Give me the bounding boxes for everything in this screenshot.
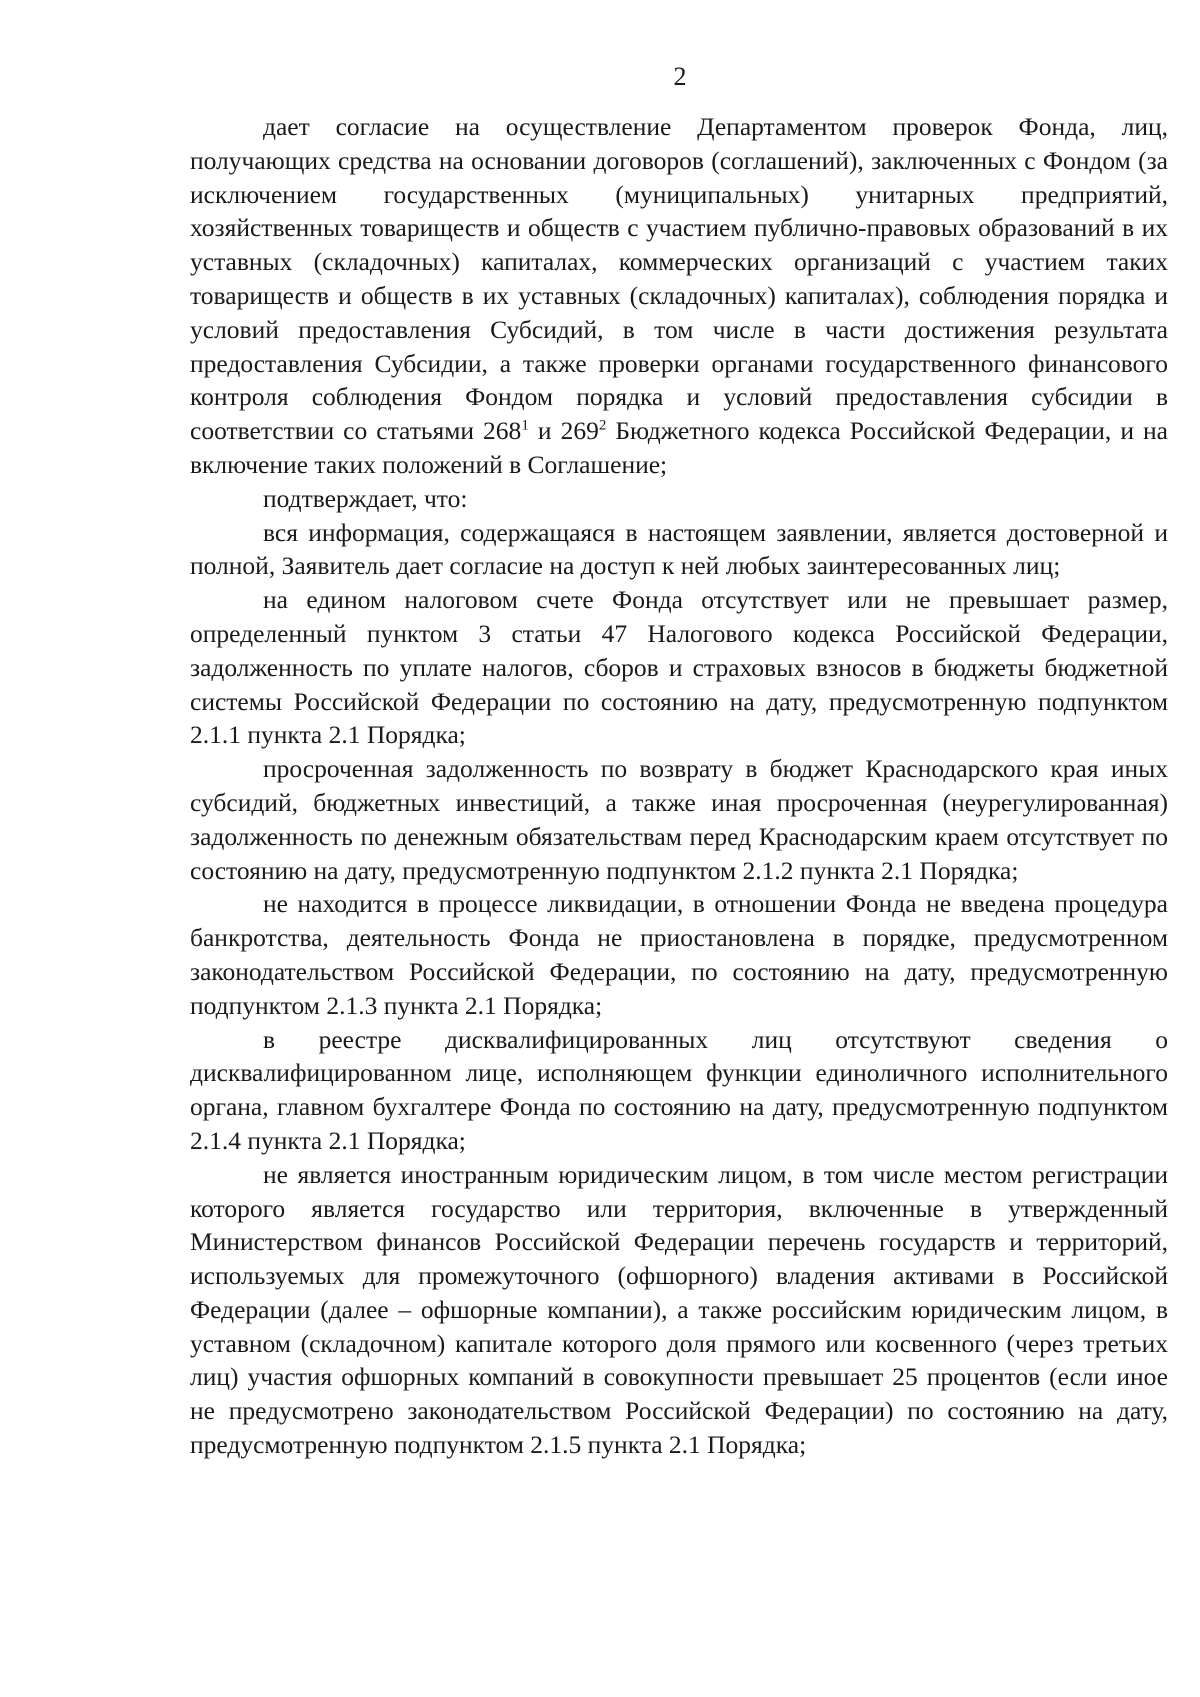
text-segment: на едином налоговом счете Фонда отсутствует или не превышает размер, определенный пунктом 3 статьи 47 Налогового кодекса Российской Федерации, задолженность по уплате налогов, сборов и страховых взносов в бюджеты бюджетной системы Российской Федерации по состоянию на дату, предусмотренную подпунктом 2.1.1 пункта 2.1 Порядка; (190, 585, 1168, 750)
paragraph-not-liquidated (190, 887, 1168, 1022)
text-segment: и 269 (528, 416, 599, 446)
text-segment: не находится в процессе ликвидации, в отношении Фонда не введена процедура банкротства, деятельность Фонда не приостановлена в порядке, предусмотренном законодательством Российской Федерации, по состоянию на дату, предусмотренную подпунктом 2.1.3 пункта 2.1 Порядка; (190, 889, 1168, 1020)
text-segment: просроченная задолженность по возврату в бюджет Краснодарского края иных субсидий, бюджетных инвестиций, а также иная просроченная (неурегулированная) задолженность по денежным обязательствам перед Краснодарским краем отсутствует по состоянию на дату, предусмотренную подпунктом 2.1.2 пункта 2.1 Порядка; (190, 754, 1168, 885)
paragraph-consent-to-inspections (190, 110, 1168, 482)
page-number: 2 (673, 62, 687, 91)
article-superscript: 2 (598, 417, 607, 434)
text-segment: Бюджетного кодекса Российской Федерации, и на включение таких положений в Соглашение; (190, 416, 1168, 479)
paragraph-disqualified-persons (190, 1023, 1168, 1158)
text-segment: вся информация, содержащаяся в настоящем заявлении, является достоверной и полной, Заявитель дает согласие на доступ к ней любых заинтересованных лиц; (190, 517, 1168, 581)
paragraph-tax-account (190, 583, 1168, 752)
text-segment: дает согласие на осуществление Департаментом проверок Фонда, лиц, получающих средства на основании договоров (соглашений), заключенных с Фондом (за исключением государственных (муниципальных) унитарных предприятий, хозяйственных товариществ и обществ с участием публично-правовых образований в их уставных (складочных) капиталах, коммерческих организаций с участием таких товариществ и обществ в их уставных (складочных) капиталах), соблюдения порядка и условий предоставления Субсидий, в том числе в части достижения результата предоставления Субсидии, а также проверки органами государственного финансового контроля соблюдения Фондом порядка и условий предоставления субсидии в соответствии со статьями 268 (190, 112, 1168, 446)
paragraph-overdue-debt (190, 752, 1168, 887)
paragraph-offshore (190, 1158, 1168, 1462)
document-body (190, 110, 1168, 1462)
text-segment: подтверждает, что: (263, 483, 468, 513)
text-segment: в реестре дисквалифицированных лиц отсутствуют сведения о дисквалифицированном лице, исполняющем функции единоличного исполнительного органа, главном бухгалтере Фонда по состоянию на дату, предусмотренную подпунктом 2.1.4 пункта 2.1 Порядка; (190, 1024, 1168, 1155)
paragraph-confirms (190, 482, 1168, 516)
text-segment: не является иностранным юридическим лицом, в том числе местом регистрации которого является государство или территория, включенные в утвержденный Министерством финансов Российской Федерации перечень государств и территорий, используемых для промежуточного (офшорного) владения активами в Российской Федерации (далее – офшорные компании), а также российским юридическим лицом, в уставном (складочном) капитале которого доля прямого или косвенного (через третьих лиц) участия офшорных компаний в совокупности превышает 25 процентов (если иное не предусмотрено законодательством Российской Федерации) по состоянию на дату, предусмотренную подпунктом 2.1.5 пункта 2.1 Порядка; (190, 1159, 1168, 1460)
paragraph-information-reliable (190, 516, 1168, 584)
article-superscript: 1 (521, 417, 529, 434)
